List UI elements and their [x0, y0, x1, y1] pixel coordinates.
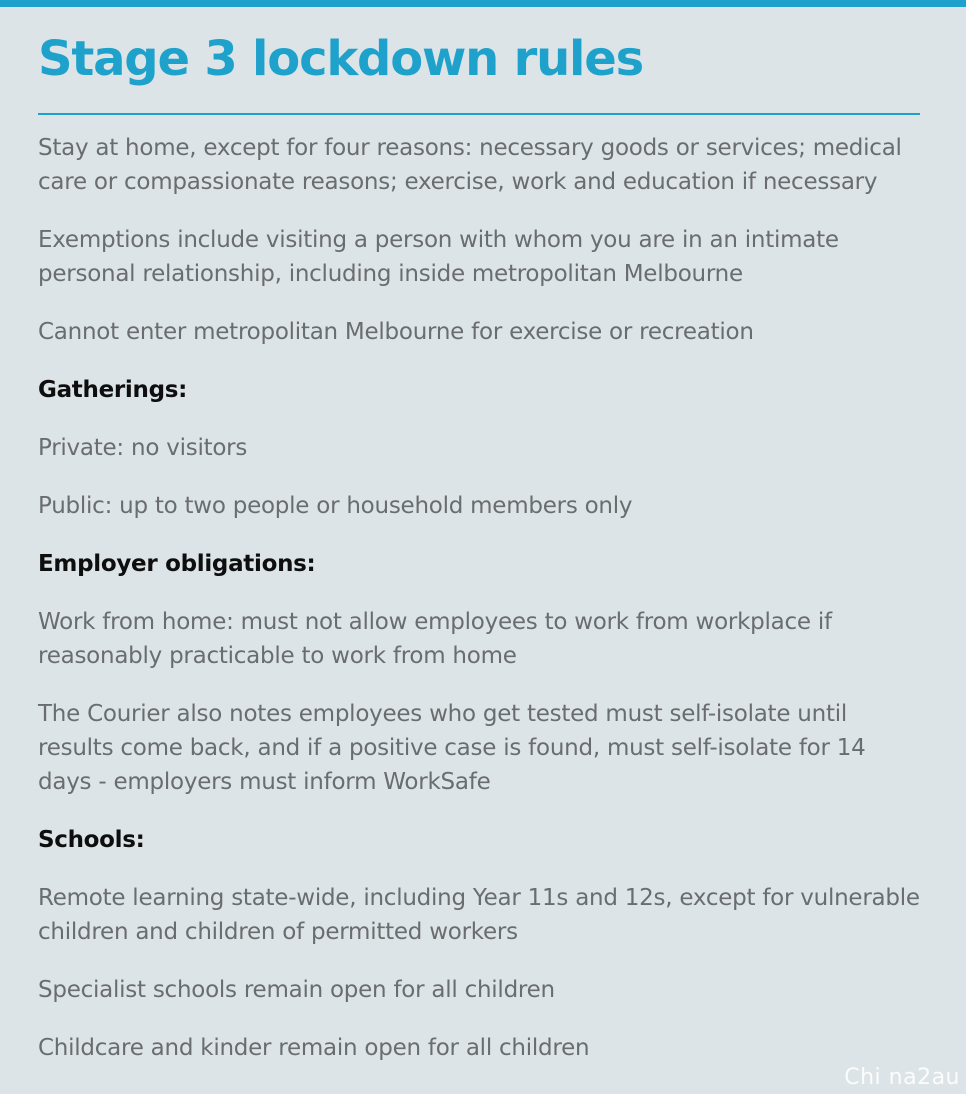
paragraph-stay-home: Stay at home, except for four reasons: necessary goods or services; medical care or compassionate reasons; exercise, work and education if necessary	[38, 135, 902, 195]
paragraph-exemptions: Exemptions include visiting a person with whom you are in an intimate personal relationship, including inside metropolitan Melbourne	[38, 227, 839, 287]
heading-schools: Schools:	[38, 827, 145, 853]
watermark: Chi na2au	[844, 1065, 960, 1090]
heading-employer-obligations: Employer obligations:	[38, 551, 316, 577]
title-divider	[38, 113, 920, 115]
gatherings-public: Public: up to two people or household members only	[38, 493, 633, 519]
schools-childcare: Childcare and kinder remain open for all children	[38, 1035, 590, 1061]
gatherings-private: Private: no visitors	[38, 435, 248, 461]
schools-remote-learning: Remote learning state-wide, including Year 11s and 12s, except for vulnerable children and children of permitted workers	[38, 885, 920, 945]
heading-gatherings: Gatherings:	[38, 377, 188, 403]
employer-courier-note: The Courier also notes employees who get tested must self-isolate until results come back, and if a positive case is found, must self-isolate for 14 days - employers must inform WorkSafe	[38, 701, 866, 795]
paragraph-cannot-enter: Cannot enter metropolitan Melbourne for exercise or recreation	[38, 319, 754, 345]
employer-work-from-home: Work from home: must not allow employees to work from workplace if reasonably practicable to work from home	[38, 609, 832, 669]
page-title: Stage 3 lockdown rules	[38, 31, 644, 87]
schools-specialist: Specialist schools remain open for all children	[38, 977, 555, 1003]
